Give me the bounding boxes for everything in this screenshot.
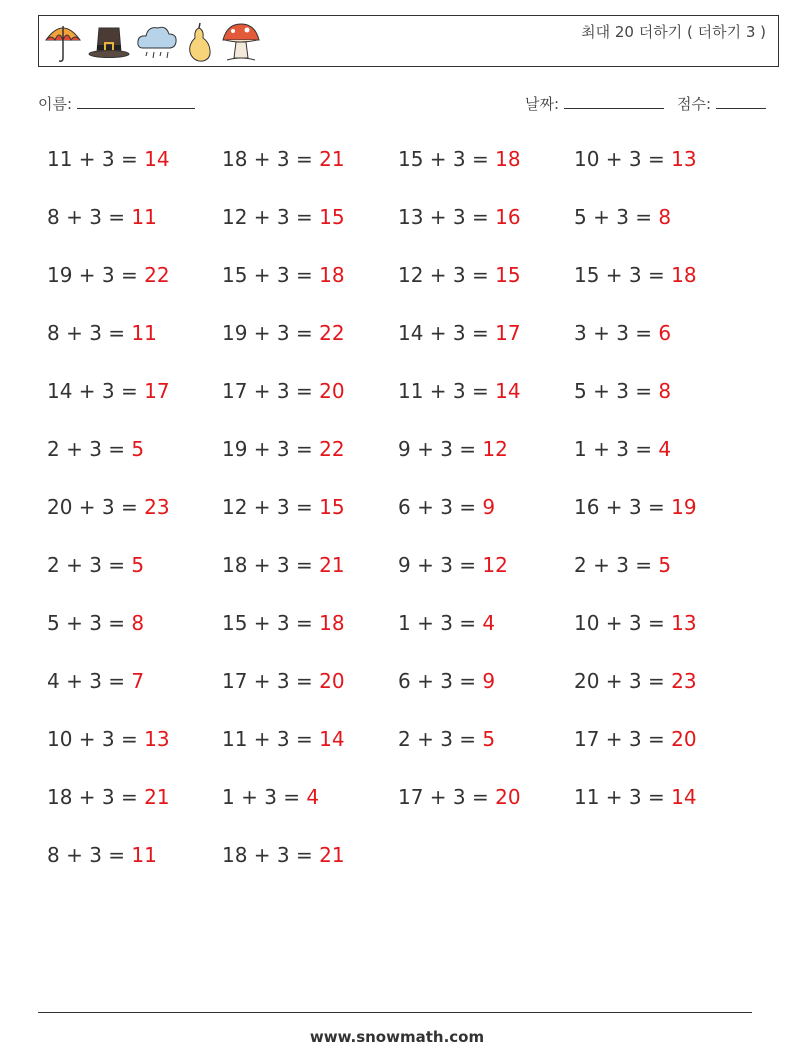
- problem-question: 16 + 3 =: [574, 495, 672, 519]
- problem-answer: 21: [144, 785, 170, 809]
- problem-item: [398, 611, 495, 635]
- problem-item: [398, 495, 495, 519]
- problem-answer: 17: [144, 379, 170, 403]
- problem-question: 20 + 3 =: [47, 495, 145, 519]
- problem-question: 2 + 3 =: [398, 727, 483, 751]
- problem-item: [574, 321, 671, 345]
- date-blank: [564, 94, 664, 109]
- problem-question: 4 + 3 =: [47, 669, 132, 693]
- problem-question: 3 + 3 =: [574, 321, 659, 345]
- problem-answer: 18: [319, 263, 345, 287]
- problem-item: [222, 785, 319, 809]
- problem-answer: 5: [658, 553, 672, 577]
- problem-question: 9 + 3 =: [398, 437, 483, 461]
- problem-question: 19 + 3 =: [222, 321, 320, 345]
- problem-answer: 18: [319, 611, 345, 635]
- problem-question: 18 + 3 =: [47, 785, 145, 809]
- problem-item: [47, 379, 170, 403]
- problem-question: 12 + 3 =: [222, 495, 320, 519]
- problem-answer: 13: [144, 727, 170, 751]
- problem-question: 8 + 3 =: [47, 321, 132, 345]
- problem-item: [47, 669, 144, 693]
- problem-answer: 8: [658, 379, 672, 403]
- problem-item: [574, 727, 697, 751]
- score-label: 점수:: [677, 95, 712, 113]
- problem-answer: 11: [131, 843, 157, 867]
- problem-answer: 15: [319, 205, 345, 229]
- problem-item: [574, 205, 671, 229]
- problem-item: [47, 321, 157, 345]
- problem-item: [47, 263, 170, 287]
- problem-answer: 20: [319, 669, 345, 693]
- problem-question: 1 + 3 =: [222, 785, 307, 809]
- problem-item: [222, 147, 345, 171]
- mushroom-icon: [219, 20, 263, 64]
- problem-item: [222, 437, 345, 461]
- problem-question: 5 + 3 =: [574, 379, 659, 403]
- problem-answer: 16: [495, 205, 521, 229]
- problem-answer: 8: [131, 611, 145, 635]
- problem-item: [222, 379, 345, 403]
- problem-item: [47, 785, 170, 809]
- problem-question: 13 + 3 =: [398, 205, 496, 229]
- date-field: [525, 93, 664, 114]
- problem-answer: 13: [671, 611, 697, 635]
- problem-question: 14 + 3 =: [398, 321, 496, 345]
- problem-answer: 21: [319, 553, 345, 577]
- problem-item: [47, 147, 170, 171]
- problem-answer: 11: [131, 205, 157, 229]
- problem-question: 2 + 3 =: [47, 553, 132, 577]
- problem-item: [222, 495, 345, 519]
- problem-item: [398, 437, 508, 461]
- problem-question: 6 + 3 =: [398, 495, 483, 519]
- problem-item: [222, 669, 345, 693]
- problem-question: 18 + 3 =: [222, 147, 320, 171]
- problem-item: [222, 727, 345, 751]
- problem-question: 15 + 3 =: [222, 611, 320, 635]
- problem-answer: 21: [319, 843, 345, 867]
- problem-question: 9 + 3 =: [398, 553, 483, 577]
- problem-answer: 5: [131, 553, 145, 577]
- problem-item: [47, 553, 144, 577]
- problem-question: 5 + 3 =: [47, 611, 132, 635]
- problem-item: [398, 321, 521, 345]
- problem-question: 12 + 3 =: [222, 205, 320, 229]
- name-field: [38, 93, 195, 114]
- problem-answer: 4: [482, 611, 496, 635]
- problem-answer: 20: [671, 727, 697, 751]
- problem-question: 17 + 3 =: [222, 669, 320, 693]
- problem-item: [398, 379, 521, 403]
- problem-item: [398, 553, 508, 577]
- problem-item: [222, 321, 345, 345]
- problem-question: 12 + 3 =: [398, 263, 496, 287]
- problem-answer: 18: [495, 147, 521, 171]
- problem-item: [574, 495, 697, 519]
- problem-item: [398, 147, 521, 171]
- date-label: 날짜:: [525, 95, 560, 113]
- worksheet-title: 최대 20 더하기 ( 더하기 3 ): [581, 23, 766, 41]
- pilgrim-hat-icon: [87, 20, 131, 64]
- header-box: [38, 15, 779, 67]
- problem-answer: 9: [482, 495, 496, 519]
- problem-question: 15 + 3 =: [222, 263, 320, 287]
- problem-item: [222, 611, 345, 635]
- icon-row: [43, 20, 263, 64]
- problem-question: 10 + 3 =: [574, 147, 672, 171]
- problem-item: [574, 669, 697, 693]
- problem-answer: 14: [495, 379, 521, 403]
- problem-answer: 4: [306, 785, 320, 809]
- problem-item: [398, 205, 521, 229]
- problem-question: 8 + 3 =: [47, 843, 132, 867]
- problem-answer: 8: [658, 205, 672, 229]
- problem-question: 17 + 3 =: [222, 379, 320, 403]
- problem-item: [47, 437, 144, 461]
- problem-question: 18 + 3 =: [222, 553, 320, 577]
- problem-answer: 5: [482, 727, 496, 751]
- problem-answer: 22: [319, 321, 345, 345]
- problem-item: [222, 553, 345, 577]
- problem-item: [398, 785, 521, 809]
- footer-url: www.snowmath.com: [309, 1028, 485, 1046]
- rain-cloud-icon: [135, 20, 179, 64]
- problem-answer: 14: [319, 727, 345, 751]
- problem-item: [222, 205, 345, 229]
- problem-question: 11 + 3 =: [574, 785, 672, 809]
- problem-answer: 15: [319, 495, 345, 519]
- problem-answer: 12: [482, 437, 508, 461]
- problem-item: [222, 263, 345, 287]
- problem-question: 10 + 3 =: [574, 611, 672, 635]
- problem-item: [222, 843, 345, 867]
- problem-question: 15 + 3 =: [398, 147, 496, 171]
- problem-answer: 22: [144, 263, 170, 287]
- problem-question: 17 + 3 =: [398, 785, 496, 809]
- problem-question: 1 + 3 =: [398, 611, 483, 635]
- problem-item: [574, 437, 671, 461]
- problem-answer: 11: [131, 321, 157, 345]
- problem-item: [398, 669, 495, 693]
- problem-item: [47, 727, 170, 751]
- problem-item: [574, 785, 697, 809]
- name-blank: [77, 94, 195, 109]
- problem-answer: 14: [671, 785, 697, 809]
- problem-answer: 13: [671, 147, 697, 171]
- problem-question: 5 + 3 =: [574, 205, 659, 229]
- problem-question: 18 + 3 =: [222, 843, 320, 867]
- score-blank: [716, 94, 766, 109]
- score-field: [677, 93, 766, 114]
- problem-answer: 20: [319, 379, 345, 403]
- problem-answer: 17: [495, 321, 521, 345]
- problem-question: 1 + 3 =: [574, 437, 659, 461]
- problem-question: 15 + 3 =: [574, 263, 672, 287]
- problem-question: 20 + 3 =: [574, 669, 672, 693]
- problem-item: [574, 553, 671, 577]
- pear-icon: [183, 20, 215, 64]
- problem-question: 11 + 3 =: [222, 727, 320, 751]
- problem-question: 17 + 3 =: [574, 727, 672, 751]
- problem-item: [47, 611, 144, 635]
- problem-answer: 23: [144, 495, 170, 519]
- problem-answer: 14: [144, 147, 170, 171]
- problem-answer: 22: [319, 437, 345, 461]
- problem-question: 6 + 3 =: [398, 669, 483, 693]
- problem-item: [574, 147, 697, 171]
- problem-question: 10 + 3 =: [47, 727, 145, 751]
- problem-question: 8 + 3 =: [47, 205, 132, 229]
- problem-question: 19 + 3 =: [222, 437, 320, 461]
- problem-answer: 23: [671, 669, 697, 693]
- problem-answer: 7: [131, 669, 145, 693]
- problem-question: 19 + 3 =: [47, 263, 145, 287]
- problem-item: [47, 205, 157, 229]
- problem-answer: 19: [671, 495, 697, 519]
- problem-answer: 15: [495, 263, 521, 287]
- problem-item: [574, 263, 697, 287]
- problem-answer: 12: [482, 553, 508, 577]
- problem-question: 11 + 3 =: [47, 147, 145, 171]
- footer-divider: [38, 1012, 752, 1013]
- problem-answer: 21: [319, 147, 345, 171]
- problem-question: 2 + 3 =: [574, 553, 659, 577]
- problem-question: 2 + 3 =: [47, 437, 132, 461]
- problem-item: [398, 263, 521, 287]
- problem-item: [574, 611, 697, 635]
- problem-item: [398, 727, 495, 751]
- problem-item: [47, 843, 157, 867]
- problem-answer: 5: [131, 437, 145, 461]
- problem-question: 14 + 3 =: [47, 379, 145, 403]
- problem-item: [574, 379, 671, 403]
- problem-question: 11 + 3 =: [398, 379, 496, 403]
- problem-answer: 18: [671, 263, 697, 287]
- name-label: 이름:: [38, 95, 73, 113]
- problem-answer: 4: [658, 437, 672, 461]
- problem-answer: 6: [658, 321, 672, 345]
- umbrella-icon: [43, 20, 83, 64]
- problem-answer: 9: [482, 669, 496, 693]
- problem-answer: 20: [495, 785, 521, 809]
- problem-item: [47, 495, 170, 519]
